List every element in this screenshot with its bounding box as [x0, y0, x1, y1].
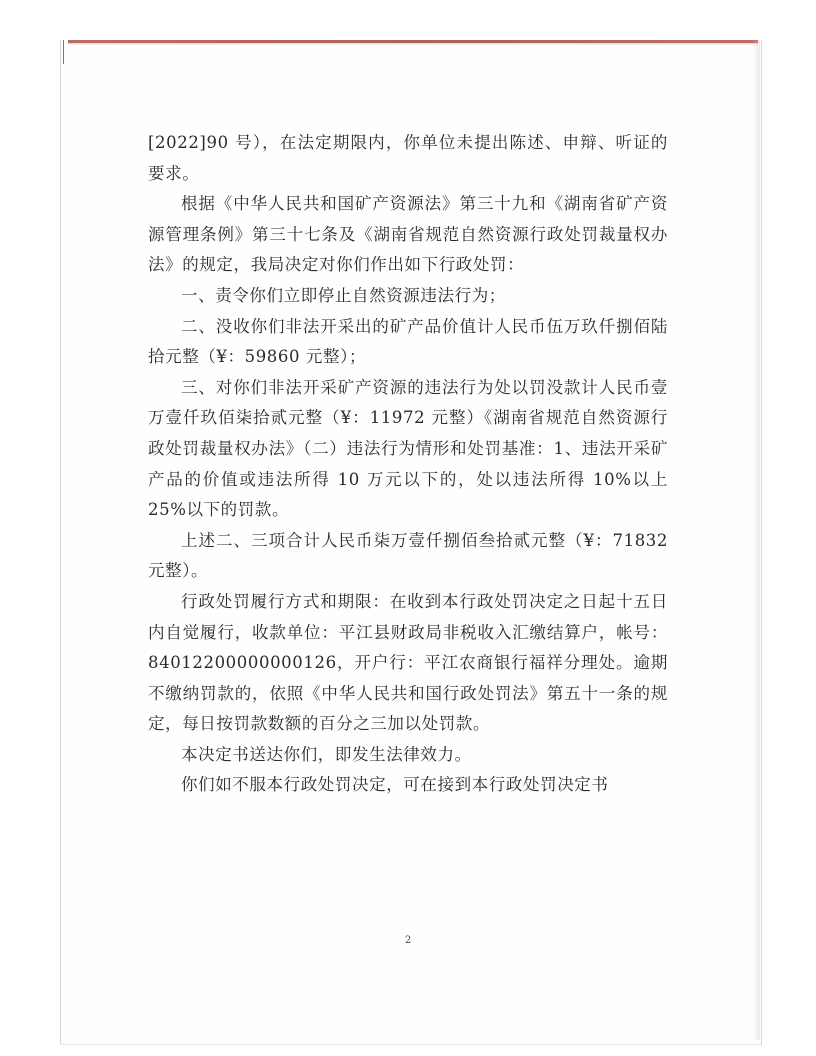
paragraph-penalty-item-1: 一、责令你们立即停止自然资源违法行为；: [181, 285, 506, 305]
page-right-edge-shadow: [752, 40, 760, 1040]
page-number: 2: [404, 935, 412, 946]
paragraph-appeal: 你们如不服本行政处罚决定，可在接到本行政处罚决定书: [181, 775, 609, 795]
paragraph-legal-basis: 根据《中华人民共和国矿产资源法》第三十九和《湖南省矿产资源管理条例》第三十七条及《湖南省规范自然资源行政处罚裁量权办法》的规定，我局决定对你们作出如下行政处罚：: [148, 194, 668, 275]
paragraph-penalty-total: 上述二、三项合计人民币柒万壹仟捌佰叁拾贰元整（¥：71832 元整）。: [148, 530, 668, 581]
paragraph-payment-terms: 行政处罚履行方式和期限：在收到本行政处罚决定之日起十五日内自觉履行，收款单位：平江县财政局非税收入汇缴结算户，帐号：84012200000000126，开户行：平江农商银行福祥分理处。逾期不缴纳罚款的，依照《中华人民共和国行政处罚法》第五十一条的规定，每日按罚款数额的百分之三加以处罚款。: [148, 591, 668, 734]
page-left-edge-mark: [63, 40, 64, 64]
paragraph-penalty-item-2: 二、没收你们非法开采出的矿产品价值计人民币伍万玖仟捌佰陆拾元整（¥：59860 元整）；: [148, 316, 668, 367]
paragraph-hearing-request: [2022]90 号），在法定期限内，你单位未提出陈述、申辩、听证的要求。: [148, 133, 668, 183]
page-top-edge-shadow: [68, 43, 758, 45]
paragraph-effective: 本决定书送达你们，即发生法律效力。: [181, 744, 472, 764]
paragraph-penalty-item-3: 三、对你们非法开采矿产资源的违法行为处以罚没款计人民币壹万壹仟玖佰柒拾贰元整（¥：11972 元整）《湖南省规范自然资源行政处罚裁量权办法》（二）违法行为情形和处罚基准：1、违法开采矿产品的价值或违法所得 10 万元以下的，处以违法所得 10%以上 25%以下的罚款。: [148, 377, 668, 520]
document-body: [148, 128, 668, 801]
